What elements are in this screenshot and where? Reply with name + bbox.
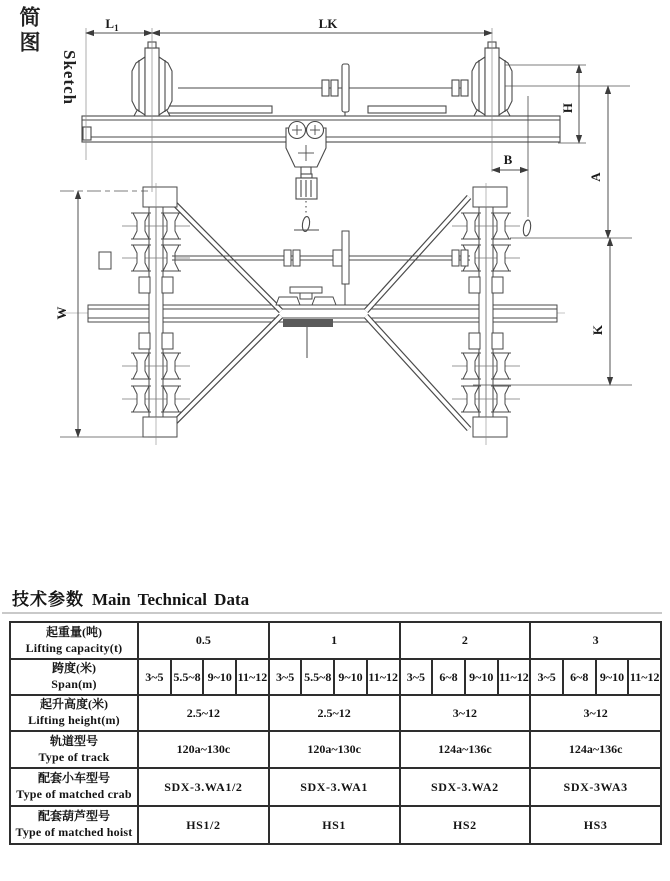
- span-cell-1-2: 9~10: [334, 659, 367, 695]
- chain-block-icon: [296, 174, 317, 199]
- capacity-value-1: 1: [269, 622, 400, 659]
- row-label-span: [10, 659, 138, 695]
- span-cell-1-3: 11~12: [367, 659, 400, 695]
- span-cell-3-0: 3~5: [530, 659, 563, 695]
- section-title: [12, 585, 249, 610]
- hoist-trolley: [286, 122, 326, 232]
- label-en: Type of track: [38, 749, 110, 764]
- divider-line: [2, 612, 662, 614]
- span-cell-2-1: 6~8: [432, 659, 465, 695]
- crab-value-3: SDX-3WA3: [530, 768, 661, 806]
- crab-value-1: SDX-3.WA1: [269, 768, 400, 806]
- height-value-1: 2.5~12: [269, 695, 400, 731]
- track-value-3: 124a~136c: [530, 731, 661, 768]
- span-cell-0-0: 3~5: [138, 659, 171, 695]
- label-cn: 跨度(米): [52, 661, 96, 676]
- dim-label-l1: $L_1$: [105, 16, 119, 33]
- height-value-2: 3~12: [400, 695, 531, 731]
- span-cell-3-3: 11~12: [628, 659, 661, 695]
- span-cell-3-1: 6~8: [563, 659, 596, 695]
- dim-label-k: K: [590, 324, 605, 336]
- handwheel-icon: [342, 64, 349, 112]
- capacity-value-2: 2: [400, 622, 531, 659]
- label-cn: 起升高度(米): [40, 697, 108, 712]
- label-cn: 起重量(吨): [46, 624, 102, 639]
- label-cn: 配套小车型号: [37, 771, 110, 786]
- row-crab-type: [10, 768, 661, 806]
- height-value-0: 2.5~12: [138, 695, 269, 731]
- capacity-value-0: 0.5: [138, 622, 269, 659]
- crab-value-2: SDX-3.WA2: [400, 768, 531, 806]
- label-en: Type of matched crab: [16, 787, 132, 801]
- track-value-2: 124a~136c: [400, 731, 531, 768]
- capacity-value-3: 3: [530, 622, 661, 659]
- row-lifting-capacity: [10, 622, 661, 659]
- dim-label-a: A: [588, 172, 603, 182]
- span-cell-3-2: 9~10: [596, 659, 629, 695]
- crab-value-0: SDX-3.WA1/2: [138, 768, 269, 806]
- handwheel-icon: [342, 231, 349, 284]
- label-en: Type of matched hoist: [15, 825, 133, 839]
- label-en: Span(m): [51, 677, 97, 691]
- span-cell-2-3: 11~12: [498, 659, 531, 695]
- row-label-crab-type: [10, 768, 138, 806]
- row-label-lifting-capacity: [10, 622, 138, 659]
- label-cn: 轨道型号: [49, 733, 98, 748]
- row-label-hoist-type: [10, 806, 138, 844]
- label-en: Lifting capacity(t): [25, 640, 123, 655]
- hoist-value-2: HS2: [400, 806, 531, 844]
- dim-label-h: H: [560, 102, 575, 114]
- row-label-lifting-height: [10, 695, 138, 731]
- label-en: Lifting height(m): [28, 713, 120, 727]
- plan-view: [60, 183, 565, 445]
- span-cell-0-3: 11~12: [236, 659, 269, 695]
- hoist-value-0: HS1/2: [138, 806, 269, 844]
- track-value-0: 120a~130c: [138, 731, 269, 768]
- span-cell-1-0: 3~5: [269, 659, 302, 695]
- span-cell-0-1: 5.5~8: [171, 659, 204, 695]
- span-cell-2-2: 9~10: [465, 659, 498, 695]
- sketch-title-cn: 简图: [17, 6, 41, 56]
- span-cell-2-0: 3~5: [400, 659, 433, 695]
- span-cell-0-2: 9~10: [203, 659, 236, 695]
- hoist-crab-plan: [276, 287, 336, 358]
- hoist-value-3: HS3: [530, 806, 661, 844]
- technical-data-table: [9, 621, 662, 845]
- row-hoist-type: [10, 806, 661, 844]
- height-value-3: 3~12: [530, 695, 661, 731]
- dim-label-b: B: [503, 152, 513, 167]
- hook-icon: [294, 216, 319, 232]
- row-label-track-type: [10, 731, 138, 768]
- label-cn: 配套葫芦型号: [37, 809, 110, 824]
- track-value-1: 120a~130c: [269, 731, 400, 768]
- row-lifting-height: [10, 695, 661, 731]
- section-title-en: Main Technical Data: [92, 590, 250, 609]
- dim-label-lk: LK: [318, 16, 338, 31]
- section-title-cn: 技术参数: [12, 590, 84, 609]
- dim-label-w: W: [54, 306, 69, 320]
- row-span: [10, 659, 661, 695]
- row-track-type: [10, 731, 661, 768]
- hoist-value-1: HS1: [269, 806, 400, 844]
- end-stop: [83, 127, 91, 140]
- span-cell-1-1: 5.5~8: [301, 659, 334, 695]
- sketch-title-en: Sketch: [60, 50, 79, 106]
